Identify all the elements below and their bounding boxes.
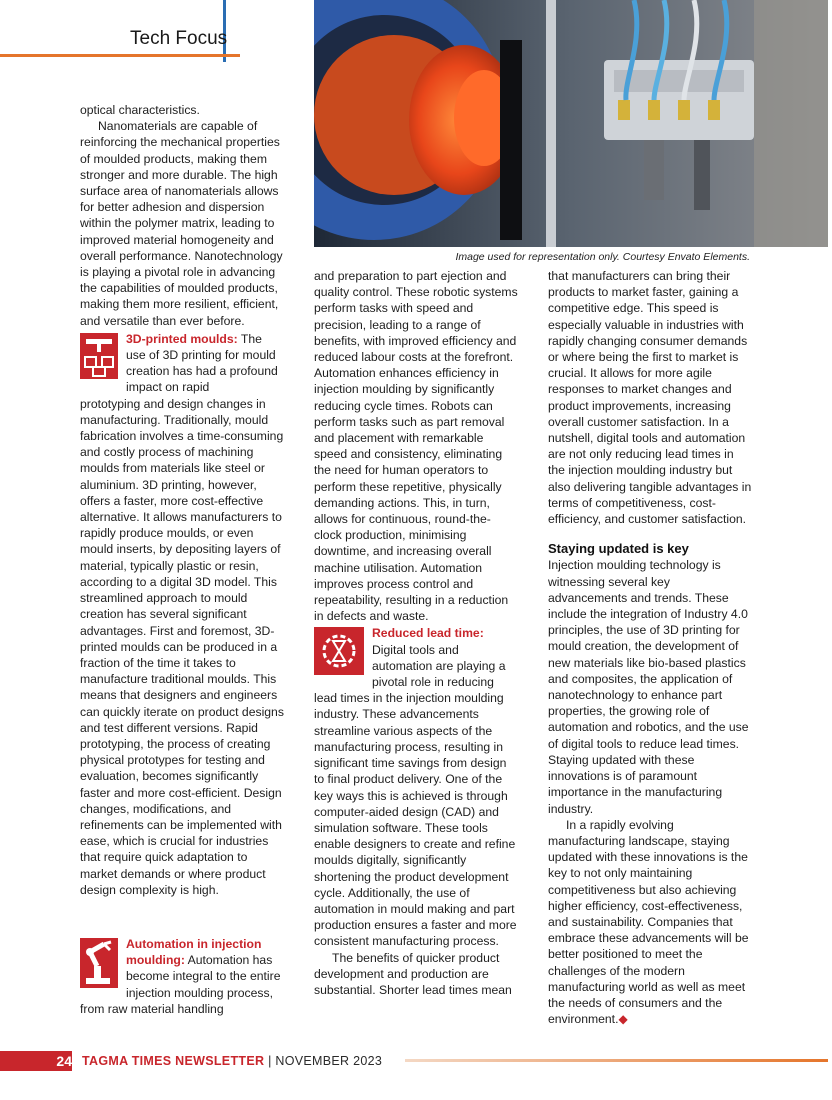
injection-machine-illustration (314, 0, 828, 247)
paragraph: prototyping and design changes in manufacturing. Traditionally, mould fabrication involves a time-consuming and costly process of machining moulds from materials like steel or aluminium. 3D printing, however, offers a faster, more cost-effective alternative. It allows manufacturers to rapidly produce moulds, or even mould inserts, by depositing layers of material, typically plastic or resin, according to a digital 3D model. This streamlined approach to mould creation has several significant advantages. First and foremost, 3D-printed moulds can be produced in a fraction of the time it takes to manufacture traditional moulds. This means that designers and engineers can quickly iterate on product designs and test different versions. Rapid prototyping, the process of creating physical prototypes for testing and evaluation, becomes significantly faster and more cost-efficient. Design changes, modifications, and refinements can be implemented with ease, which is crucial for industries that require quick adaptation to market demands or where product design complexity is high. (80, 396, 284, 897)
footer-title: TAGMA TIMES NEWSLETTER (82, 1054, 265, 1068)
paragraph-text: Digital tools and automation are playing a pivotal role in reducing (372, 642, 506, 690)
paragraph: that manufacturers can bring their products to market faster, gaining a competitive edge. This speed is especially valuable in industries with rapidly changing consumer demands or where being the first to market is crucial. It allows for more agile responses to market changes and product improvements, increasing overall customer satisfaction. In a nutshell, digital tools and automation are not only reducing lead times in the injection moulding industry but also delivering tangible advantages in terms of competitiveness, cost-efficiency, and customer satisfaction. (548, 269, 752, 527)
header-orange-rule (0, 54, 240, 57)
footer-separator: | (264, 1054, 276, 1068)
robot-arm-icon (80, 938, 118, 988)
paragraph: Injection moulding technology is witnessing several key advancements and trends. These include the integration of Industry 4.0 principles, the use of 3D printing for mould creation, the development of new materials like bio-based plastics and composites, the application of nanotechnology to enhance part properties, the growing role of automation and robotics, and the use of digital tools to reduce lead times. Staying updated with these innovations is of paramount importance in the manufacturing industry. (548, 558, 749, 816)
paragraph: The benefits of quicker product development and production are substantial. Shorter lead times mean (314, 950, 512, 997)
paragraph (548, 817, 752, 1028)
photo-caption: Image used for representation only. Courtesy Envato Elements. (455, 251, 750, 263)
subheading-3d-printed: 3D-printed moulds: (126, 331, 238, 346)
article-photo (314, 0, 828, 247)
footer-issue: NOVEMBER 2023 (275, 1054, 383, 1068)
hourglass-gear-icon (314, 627, 364, 675)
paragraph-text: In a rapidly evolving manufacturing landscape, staying updated with these innovations is the key to not only maintaining competitiveness but also achieving higher efficiency, cost-effectiveness, and sustainability. Companies that embrace these advancements will be better positioned to meet the challenges of the modern manufacturing world as well as meet the needs of consumers and the environment. (548, 817, 749, 1027)
column-1 (80, 102, 284, 898)
column-2 (314, 268, 518, 998)
paragraph: optical characteristics. (80, 103, 200, 117)
subheading-staying-updated: Staying updated is key (548, 541, 689, 557)
subheading-automation: Automation in injection moulding: (126, 937, 262, 968)
paragraph: lead times in the injection moulding industry. These advancements streamline various aspects of the manufacturing process, resulting in significant time savings from design to final product delivery. One of the key ways this is achieved is through computer-aided design (CAD) and simulation software. These tools enable designers to create and refine moulds digitally, significantly shortening the product development cycle. Additionally, the use of automation in mould making and part production ensures a faster and more consistent manufacturing process. (314, 691, 517, 949)
paragraph: and preparation to part ejection and quality control. These robotic systems perform tasks with speed and precision, leading to a range of benefits, with improved efficiency and reduced labour costs at the forefront. Automation enhances efficiency in injection moulding by significantly reducing cycle times. Robots can perform tasks such as part removal and placement with remarkable speed and consistency, eliminating the need for human operators to perform these repetitive, physically demanding actions. This, in turn, allows for continuous, round-the-clock production, minimising downtime, and increasing overall machine utilisation. Automation improves process control and repeatability, resulting in a reduction in defects and waste. (314, 269, 518, 624)
footer-rule (405, 1059, 828, 1062)
footer-publication (82, 1054, 382, 1068)
section-label: Tech Focus (130, 28, 228, 49)
end-of-article-mark: ◆ (618, 1012, 628, 1027)
column-3 (548, 268, 752, 1027)
paragraph-text: Automation has become integral to the entire injection moulding process, from raw material handling (80, 953, 281, 1016)
column-1-tail (80, 936, 286, 1017)
paragraph: Nanomaterials are capable of reinforcing the mechanical properties of moulded products, making them stronger and more durable. The high surface area of nanomaterials allows for better adhesion and dispersion within the polymer matrix, leading to improved material homogeneity and overall performance. Nanotechnology is playing a pivotal role in advancing the capabilities of moulded products, making them more resilient, efficient, and versatile than ever before. (80, 119, 283, 328)
page-number: 24 (0, 1051, 72, 1071)
subheading-reduced-lead-time: Reduced lead time: (372, 626, 484, 641)
paragraph-text: The use of 3D printing for mould creation has had a profound impact on rapid (126, 331, 278, 395)
3d-printer-icon (80, 333, 118, 379)
